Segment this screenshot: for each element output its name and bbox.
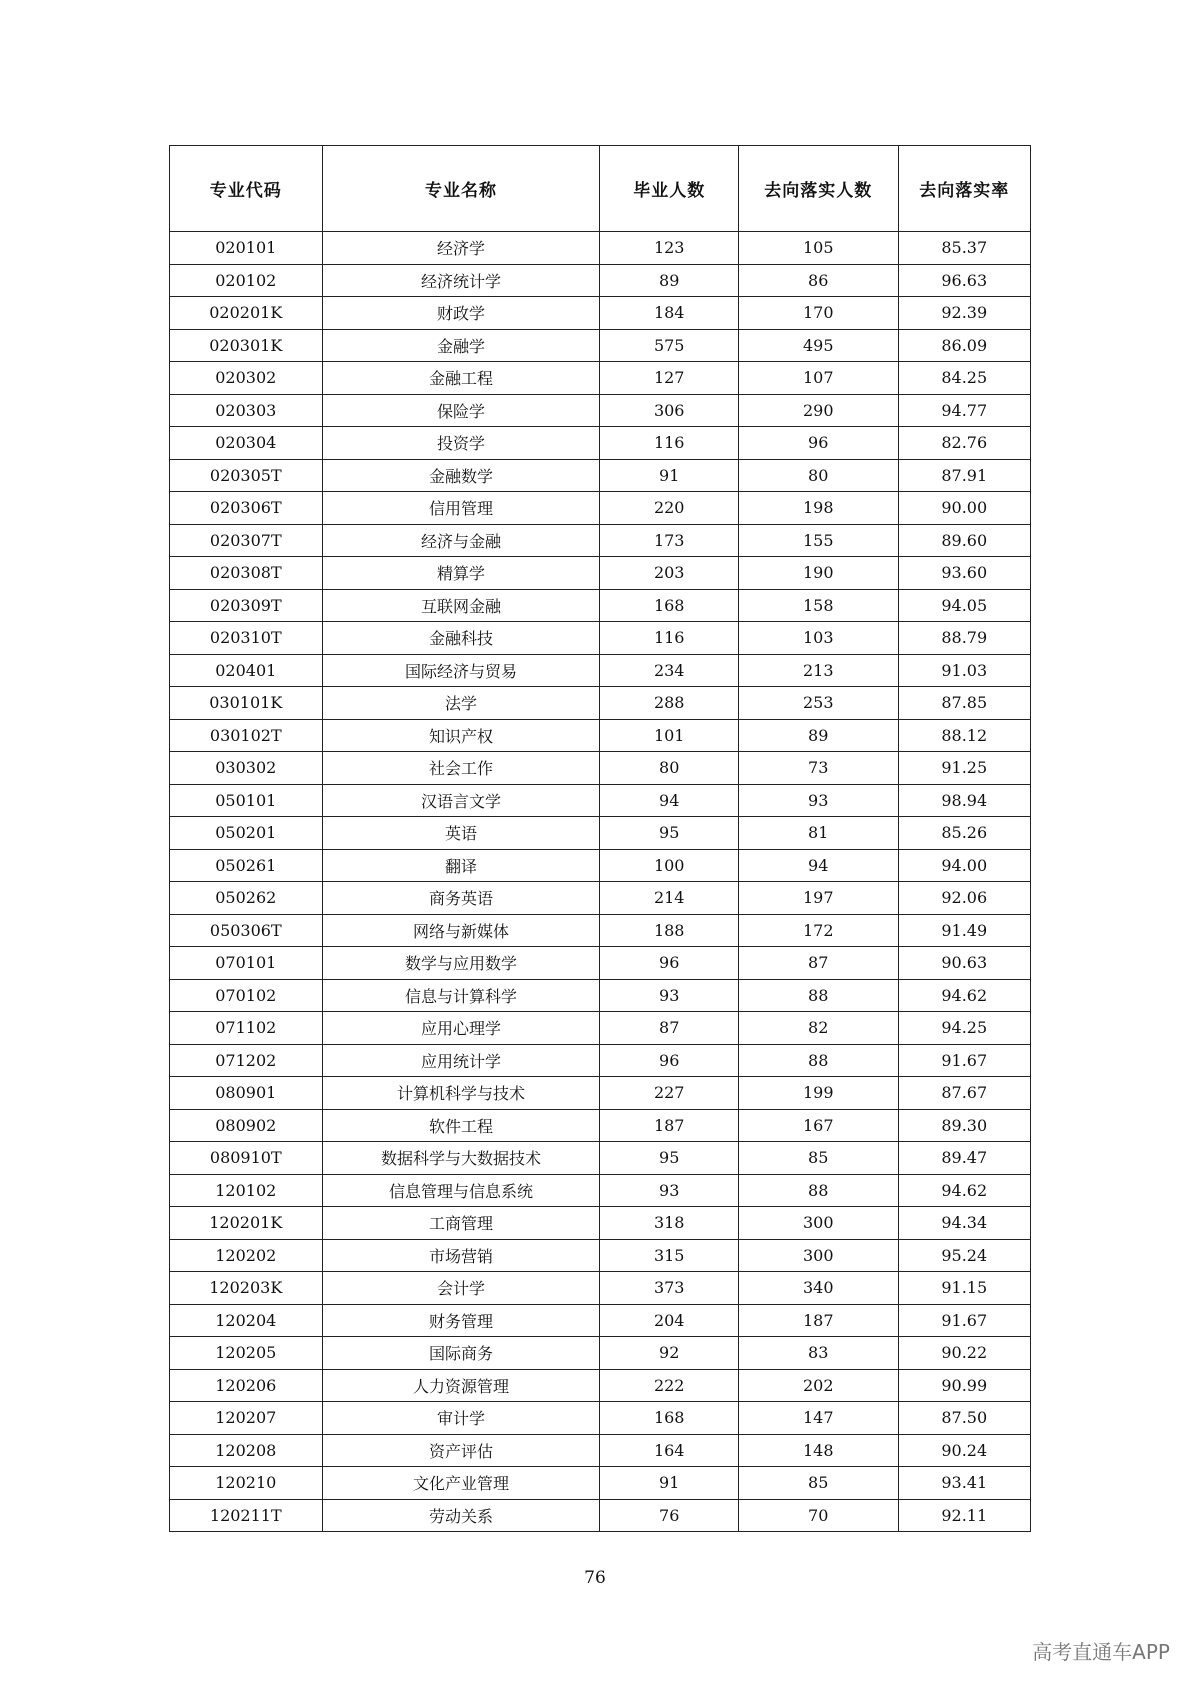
cell-placement-rate: 90.22 [898,1337,1031,1370]
cell-major-code: 080910T [170,1142,323,1175]
cell-major-name: 精算学 [322,557,600,590]
cell-graduates: 101 [600,719,738,752]
cell-placed: 170 [738,297,898,330]
table-row [170,622,1031,655]
cell-placed: 340 [738,1272,898,1305]
table-row [170,849,1031,882]
cell-placement-rate: 84.25 [898,362,1031,395]
table-row [170,492,1031,525]
cell-major-code: 050261 [170,849,323,882]
cell-graduates: 222 [600,1369,738,1402]
cell-placed: 81 [738,817,898,850]
cell-placement-rate: 95.24 [898,1239,1031,1272]
cell-major-name: 经济统计学 [322,264,600,297]
cell-graduates: 188 [600,914,738,947]
cell-placed: 300 [738,1239,898,1272]
cell-placement-rate: 92.39 [898,297,1031,330]
cell-placement-rate: 93.60 [898,557,1031,590]
cell-placed: 88 [738,1174,898,1207]
cell-major-name: 投资学 [322,427,600,460]
cell-placement-rate: 88.12 [898,719,1031,752]
cell-graduates: 204 [600,1304,738,1337]
cell-graduates: 116 [600,622,738,655]
table-row [170,589,1031,622]
cell-placement-rate: 91.49 [898,914,1031,947]
table-row [170,329,1031,362]
cell-graduates: 95 [600,817,738,850]
cell-graduates: 315 [600,1239,738,1272]
cell-placement-rate: 92.11 [898,1499,1031,1532]
cell-graduates: 116 [600,427,738,460]
cell-placement-rate: 96.63 [898,264,1031,297]
cell-major-code: 120203K [170,1272,323,1305]
cell-placement-rate: 94.25 [898,1012,1031,1045]
cell-placement-rate: 92.06 [898,882,1031,915]
table-row [170,1239,1031,1272]
cell-placed: 190 [738,557,898,590]
cell-major-name: 汉语言文学 [322,784,600,817]
cell-major-code: 071202 [170,1044,323,1077]
cell-graduates: 92 [600,1337,738,1370]
cell-major-name: 信息与计算科学 [322,979,600,1012]
cell-major-code: 120201K [170,1207,323,1240]
cell-placed: 85 [738,1467,898,1500]
table-body [170,232,1031,1532]
cell-graduates: 306 [600,394,738,427]
cell-major-code: 120210 [170,1467,323,1500]
cell-major-name: 数据科学与大数据技术 [322,1142,600,1175]
table-row [170,459,1031,492]
cell-placed: 93 [738,784,898,817]
cell-placement-rate: 91.15 [898,1272,1031,1305]
cell-major-code: 120206 [170,1369,323,1402]
cell-major-name: 互联网金融 [322,589,600,622]
cell-placement-rate: 91.67 [898,1304,1031,1337]
cell-major-name: 金融数学 [322,459,600,492]
cell-placement-rate: 89.47 [898,1142,1031,1175]
cell-placed: 197 [738,882,898,915]
cell-placement-rate: 87.91 [898,459,1031,492]
cell-major-code: 030101K [170,687,323,720]
cell-major-code: 020201K [170,297,323,330]
cell-major-code: 080901 [170,1077,323,1110]
cell-major-name: 信用管理 [322,492,600,525]
cell-placed: 172 [738,914,898,947]
table-row [170,1337,1031,1370]
cell-graduates: 184 [600,297,738,330]
cell-placement-rate: 89.60 [898,524,1031,557]
table-row [170,1207,1031,1240]
cell-major-code: 050201 [170,817,323,850]
cell-placed: 495 [738,329,898,362]
cell-graduates: 203 [600,557,738,590]
table-row [170,362,1031,395]
cell-placed: 89 [738,719,898,752]
table-row [170,1304,1031,1337]
cell-major-name: 英语 [322,817,600,850]
cell-graduates: 373 [600,1272,738,1305]
cell-graduates: 187 [600,1109,738,1142]
cell-major-code: 071102 [170,1012,323,1045]
table-row [170,882,1031,915]
cell-placement-rate: 87.85 [898,687,1031,720]
cell-placed: 103 [738,622,898,655]
cell-graduates: 318 [600,1207,738,1240]
cell-major-name: 网络与新媒体 [322,914,600,947]
table-row [170,1369,1031,1402]
cell-major-name: 商务英语 [322,882,600,915]
cell-placement-rate: 85.37 [898,232,1031,265]
cell-placement-rate: 87.50 [898,1402,1031,1435]
table-row [170,1402,1031,1435]
cell-major-code: 050262 [170,882,323,915]
cell-major-code: 070101 [170,947,323,980]
cell-graduates: 91 [600,459,738,492]
cell-major-code: 020306T [170,492,323,525]
cell-major-code: 020307T [170,524,323,557]
cell-placed: 199 [738,1077,898,1110]
cell-major-name: 人力资源管理 [322,1369,600,1402]
cell-placement-rate: 90.99 [898,1369,1031,1402]
table-row [170,1272,1031,1305]
header-major-name: 专业名称 [322,146,600,232]
cell-graduates: 173 [600,524,738,557]
cell-placed: 88 [738,1044,898,1077]
cell-placement-rate: 93.41 [898,1467,1031,1500]
cell-placement-rate: 86.09 [898,329,1031,362]
header-placement-rate: 去向落实率 [898,146,1031,232]
cell-placed: 88 [738,979,898,1012]
table-row [170,394,1031,427]
cell-graduates: 220 [600,492,738,525]
cell-placed: 300 [738,1207,898,1240]
cell-placed: 147 [738,1402,898,1435]
cell-major-name: 经济与金融 [322,524,600,557]
cell-placement-rate: 94.77 [898,394,1031,427]
cell-major-name: 金融科技 [322,622,600,655]
cell-major-code: 120102 [170,1174,323,1207]
cell-major-name: 工商管理 [322,1207,600,1240]
cell-major-code: 020308T [170,557,323,590]
cell-placed: 82 [738,1012,898,1045]
cell-major-name: 信息管理与信息系统 [322,1174,600,1207]
cell-placed: 73 [738,752,898,785]
cell-graduates: 91 [600,1467,738,1500]
cell-major-code: 020302 [170,362,323,395]
cell-placement-rate: 88.79 [898,622,1031,655]
cell-graduates: 123 [600,232,738,265]
cell-major-name: 计算机科学与技术 [322,1077,600,1110]
cell-placed: 253 [738,687,898,720]
cell-major-code: 080902 [170,1109,323,1142]
cell-major-code: 020305T [170,459,323,492]
cell-placed: 290 [738,394,898,427]
cell-major-name: 软件工程 [322,1109,600,1142]
cell-major-name: 国际商务 [322,1337,600,1370]
cell-major-name: 法学 [322,687,600,720]
cell-placement-rate: 90.24 [898,1434,1031,1467]
table-row [170,232,1031,265]
cell-placed: 80 [738,459,898,492]
cell-placed: 83 [738,1337,898,1370]
cell-major-name: 应用统计学 [322,1044,600,1077]
cell-graduates: 80 [600,752,738,785]
cell-major-name: 会计学 [322,1272,600,1305]
table-row [170,1467,1031,1500]
table-row [170,1142,1031,1175]
cell-placement-rate: 94.62 [898,979,1031,1012]
cell-placed: 107 [738,362,898,395]
cell-major-code: 020303 [170,394,323,427]
table-row [170,719,1031,752]
table-row [170,1109,1031,1142]
table-row [170,297,1031,330]
cell-placement-rate: 90.00 [898,492,1031,525]
employment-table [169,145,1031,1532]
cell-major-name: 劳动关系 [322,1499,600,1532]
cell-placed: 96 [738,427,898,460]
table-header-row [170,146,1031,232]
cell-graduates: 127 [600,362,738,395]
cell-graduates: 168 [600,1402,738,1435]
cell-major-name: 审计学 [322,1402,600,1435]
cell-placement-rate: 98.94 [898,784,1031,817]
table-row [170,687,1031,720]
cell-major-name: 应用心理学 [322,1012,600,1045]
table-row [170,1174,1031,1207]
table-row [170,524,1031,557]
table-row [170,784,1031,817]
cell-graduates: 575 [600,329,738,362]
cell-major-name: 财政学 [322,297,600,330]
cell-graduates: 95 [600,1142,738,1175]
cell-placement-rate: 82.76 [898,427,1031,460]
cell-graduates: 100 [600,849,738,882]
cell-major-code: 120204 [170,1304,323,1337]
cell-major-code: 020304 [170,427,323,460]
cell-placed: 85 [738,1142,898,1175]
cell-placed: 105 [738,232,898,265]
cell-major-name: 经济学 [322,232,600,265]
table-row [170,557,1031,590]
cell-major-code: 120211T [170,1499,323,1532]
cell-major-name: 保险学 [322,394,600,427]
table-row [170,1077,1031,1110]
cell-major-code: 070102 [170,979,323,1012]
table-row [170,1044,1031,1077]
cell-placement-rate: 94.62 [898,1174,1031,1207]
cell-graduates: 94 [600,784,738,817]
cell-major-name: 国际经济与贸易 [322,654,600,687]
cell-graduates: 214 [600,882,738,915]
table-row [170,1499,1031,1532]
cell-placement-rate: 89.30 [898,1109,1031,1142]
cell-placed: 70 [738,1499,898,1532]
table-row [170,264,1031,297]
cell-major-name: 社会工作 [322,752,600,785]
cell-placement-rate: 94.05 [898,589,1031,622]
page-number: 76 [584,1568,606,1588]
cell-major-name: 数学与应用数学 [322,947,600,980]
cell-major-code: 020301K [170,329,323,362]
cell-major-name: 翻译 [322,849,600,882]
cell-placement-rate: 87.67 [898,1077,1031,1110]
header-placed: 去向落实人数 [738,146,898,232]
cell-placed: 202 [738,1369,898,1402]
header-major-code: 专业代码 [170,146,323,232]
cell-major-name: 财务管理 [322,1304,600,1337]
cell-graduates: 234 [600,654,738,687]
cell-graduates: 164 [600,1434,738,1467]
table-row [170,1012,1031,1045]
cell-placement-rate: 90.63 [898,947,1031,980]
cell-graduates: 76 [600,1499,738,1532]
cell-graduates: 93 [600,979,738,1012]
cell-placed: 148 [738,1434,898,1467]
cell-major-name: 市场营销 [322,1239,600,1272]
cell-placement-rate: 91.03 [898,654,1031,687]
cell-placement-rate: 94.34 [898,1207,1031,1240]
header-graduates: 毕业人数 [600,146,738,232]
cell-major-code: 020309T [170,589,323,622]
cell-major-code: 020102 [170,264,323,297]
cell-placed: 187 [738,1304,898,1337]
cell-major-name: 金融学 [322,329,600,362]
cell-placed: 213 [738,654,898,687]
cell-placement-rate: 91.67 [898,1044,1031,1077]
cell-major-code: 030102T [170,719,323,752]
cell-placed: 198 [738,492,898,525]
cell-major-name: 金融工程 [322,362,600,395]
cell-graduates: 89 [600,264,738,297]
cell-graduates: 96 [600,1044,738,1077]
cell-major-code: 050101 [170,784,323,817]
cell-major-code: 020101 [170,232,323,265]
cell-major-name: 资产评估 [322,1434,600,1467]
table-row [170,1434,1031,1467]
cell-major-name: 文化产业管理 [322,1467,600,1500]
cell-graduates: 87 [600,1012,738,1045]
cell-placed: 94 [738,849,898,882]
cell-major-code: 120205 [170,1337,323,1370]
cell-graduates: 168 [600,589,738,622]
cell-placed: 158 [738,589,898,622]
cell-major-code: 120207 [170,1402,323,1435]
cell-placed: 155 [738,524,898,557]
cell-graduates: 96 [600,947,738,980]
cell-major-code: 120208 [170,1434,323,1467]
table-row [170,817,1031,850]
cell-placement-rate: 85.26 [898,817,1031,850]
cell-graduates: 93 [600,1174,738,1207]
cell-graduates: 227 [600,1077,738,1110]
cell-major-name: 知识产权 [322,719,600,752]
cell-major-code: 020310T [170,622,323,655]
cell-graduates: 288 [600,687,738,720]
table-row [170,654,1031,687]
table-row [170,914,1031,947]
cell-placement-rate: 94.00 [898,849,1031,882]
table-row [170,979,1031,1012]
cell-major-code: 030302 [170,752,323,785]
watermark: 高考直通车APP [1032,1640,1170,1664]
table-row [170,427,1031,460]
cell-major-code: 050306T [170,914,323,947]
cell-placed: 86 [738,264,898,297]
table-row [170,947,1031,980]
cell-placed: 167 [738,1109,898,1142]
cell-placement-rate: 91.25 [898,752,1031,785]
cell-major-code: 020401 [170,654,323,687]
cell-major-code: 120202 [170,1239,323,1272]
table-row [170,752,1031,785]
cell-placed: 87 [738,947,898,980]
